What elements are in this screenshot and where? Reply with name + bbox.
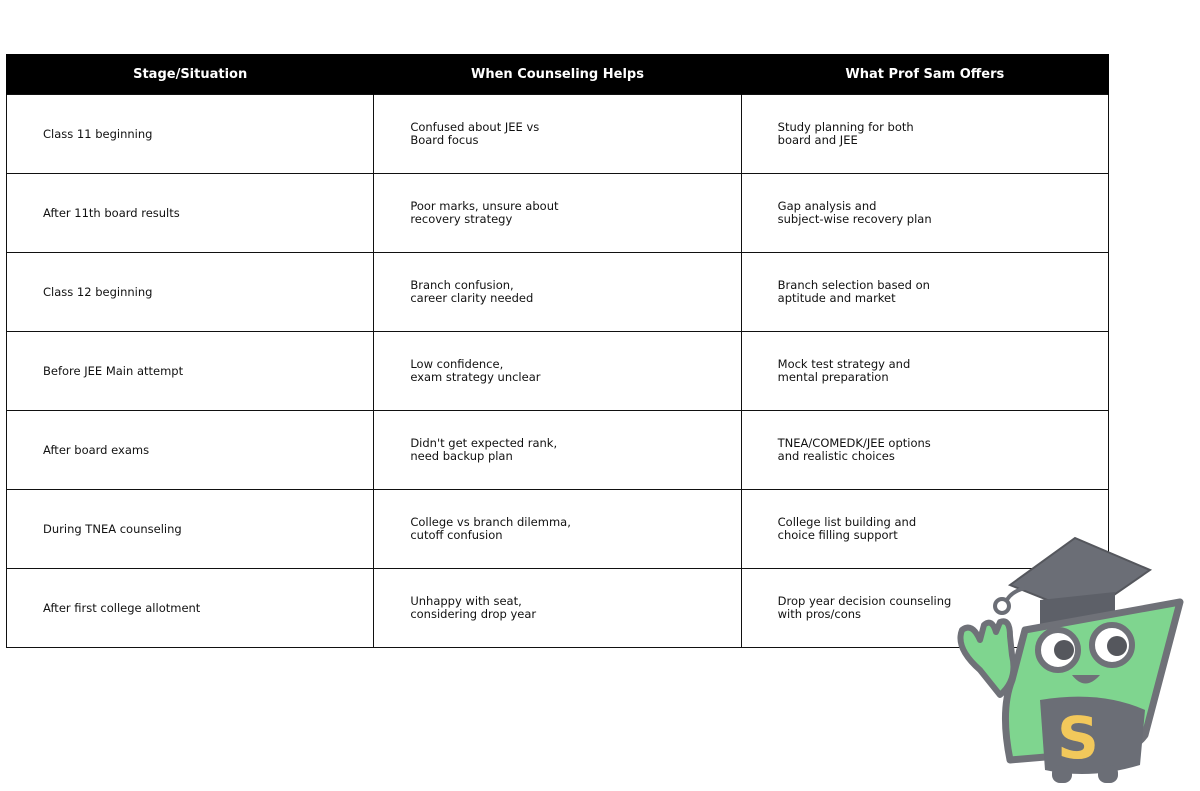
- table-row: [7, 253, 1109, 332]
- header-stage: Stage/Situation: [7, 54, 374, 95]
- cell-offer: Branch selection based on aptitude and market: [741, 253, 1108, 332]
- header-when-helps: When Counseling Helps: [374, 54, 741, 95]
- cell-stage: After first college allotment: [7, 569, 374, 648]
- table-row: [7, 174, 1109, 253]
- cell-when-helps: College vs branch dilemma, cutoff confusion: [374, 490, 741, 569]
- cell-offer: TNEA/COMEDK/JEE options and realistic choices: [741, 411, 1108, 490]
- table-row: [7, 332, 1109, 411]
- cell-stage: Before JEE Main attempt: [7, 332, 374, 411]
- cell-offer: College list building and choice filling support: [741, 490, 1108, 569]
- mascot-tassel: [1006, 588, 1025, 602]
- prof-sam-mascot-icon: [940, 530, 1190, 785]
- cell-when-helps: Low confidence, exam strategy unclear: [374, 332, 741, 411]
- cell-when-helps: Confused about JEE vs Board focus: [374, 95, 741, 174]
- cell-offer: Study planning for both board and JEE: [741, 95, 1108, 174]
- cell-stage: After board exams: [7, 411, 374, 490]
- table-row: [7, 411, 1109, 490]
- cell-when-helps: Branch confusion, career clarity needed: [374, 253, 741, 332]
- cell-when-helps: Poor marks, unsure about recovery strategy: [374, 174, 741, 253]
- cell-stage: Class 12 beginning: [7, 253, 374, 332]
- cell-offer: Drop year decision counseling with pros/cons: [741, 569, 1108, 648]
- table-header-row: [7, 54, 1109, 95]
- cell-offer: Mock test strategy and mental preparation: [741, 332, 1108, 411]
- cell-stage: Class 11 beginning: [7, 95, 374, 174]
- table-row: [7, 95, 1109, 174]
- mascot-right-leg: [1098, 765, 1118, 783]
- mascot-tassel-end: [995, 599, 1009, 613]
- cell-stage: During TNEA counseling: [7, 490, 374, 569]
- cell-when-helps: Didn't get expected rank, need backup plan: [374, 411, 741, 490]
- cell-offer: Gap analysis and subject-wise recovery plan: [741, 174, 1108, 253]
- mascot-letter: S: [1057, 704, 1099, 772]
- mascot-right-pupil: [1107, 636, 1127, 656]
- mascot-waving-hand: [960, 621, 1013, 695]
- cell-when-helps: Unhappy with seat, considering drop year: [374, 569, 741, 648]
- mascot-left-pupil: [1054, 640, 1074, 660]
- cell-stage: After 11th board results: [7, 174, 374, 253]
- header-prof-sam-offers: What Prof Sam Offers: [741, 54, 1108, 95]
